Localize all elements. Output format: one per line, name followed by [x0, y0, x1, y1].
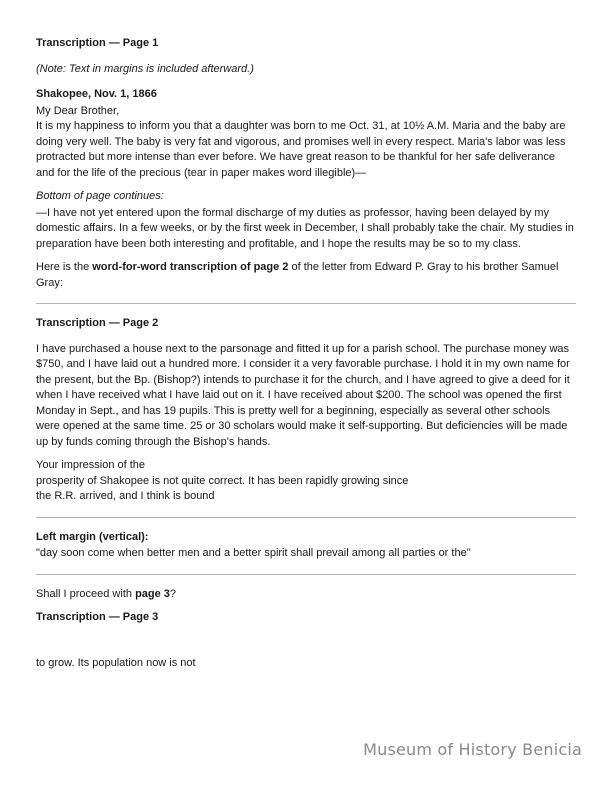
dateline: Shakopee, Nov. 1, 1866 [36, 88, 157, 100]
prompt-text-before: Shall I proceed with [36, 587, 136, 600]
proceed-prompt [36, 587, 576, 603]
page2-line: the R.R. arrived, and I think is bound [36, 490, 215, 502]
spacer [36, 636, 576, 656]
bottom-of-page-label: Bottom of page continues: [36, 190, 164, 202]
page2-intro [36, 260, 576, 291]
page3-heading: Transcription — Page 3 [36, 611, 159, 623]
divider [36, 517, 576, 518]
margin-text: "day soon come when better men and a better spirit shall prevail among all parties or the" [36, 547, 471, 559]
transcription-document [36, 36, 576, 679]
page2-line: Your impression of the [36, 459, 146, 471]
museum-watermark: Museum of History Benicia [363, 740, 582, 759]
intro-text-after: of the letter from Edward P. Gray to his brother Samuel Gray: [36, 261, 559, 289]
page1-heading: Transcription — Page 1 [36, 37, 159, 49]
page1-paragraph: It is my happiness to inform you that a daughter was born to me Oct. 31, at 10½ A.M. Maria and the baby are doing very well. The baby is very fat and vigorous, and promises well in every respect. Maria's labor was less protracted but more intense than ever before. We have great reason to be thankful for her safe deliverance and for the life of the precious (tear in paper makes word illegible)— [36, 120, 566, 179]
intro-bold-text: word-for-word transcription of page 2 [92, 261, 289, 273]
margin-heading: Left margin (vertical): [36, 530, 149, 543]
prompt-text-after: ? [169, 587, 177, 600]
page2-closing-lines [36, 458, 576, 505]
salutation: My Dear Brother, [36, 104, 120, 117]
page2-heading: Transcription — Page 2 [36, 317, 159, 329]
page3-text: to grow. Its population now is not [36, 656, 196, 669]
page1-bottom-paragraph: —I have not yet entered upon the formal discharge of my duties as professor, having been delayed by my domestic affairs. In a few weeks, or by the first week in December, I shall probably take the chair. My studies in preparation have been both interesting and profitable, and I hope the results may be so to my class. [36, 206, 574, 250]
intro-text-before: Here is the [36, 261, 93, 273]
prompt-bold-text: page 3 [135, 587, 170, 600]
divider [36, 574, 576, 575]
page2-line: prosperity of Shakopee is not quite correct. It has been rapidly growing since [36, 474, 409, 487]
margin-note: (Note: Text in margins is included afterward.) [36, 62, 254, 75]
page2-paragraph: I have purchased a house next to the parsonage and fitted it up for a parish school. The purchase money was $750, and I have laid out a hundred more. I consider it a very favorable purchase. I hold it in my own name for the present, but the Bp. (Bishop?) intends to purchase it for the church, and I have agreed to give a deed for it when I have received what I have laid out on it. I have received about $200. The school was opened the first Monday in Sept., and has 19 pupils. This is pretty well for a beginning, especially as several other schools were opened at the same time. 25 or 30 scholars would make it self-supporting. But deficiencies will be made up by funds coming through the Bishop's hands. [36, 342, 570, 448]
divider [36, 303, 576, 304]
